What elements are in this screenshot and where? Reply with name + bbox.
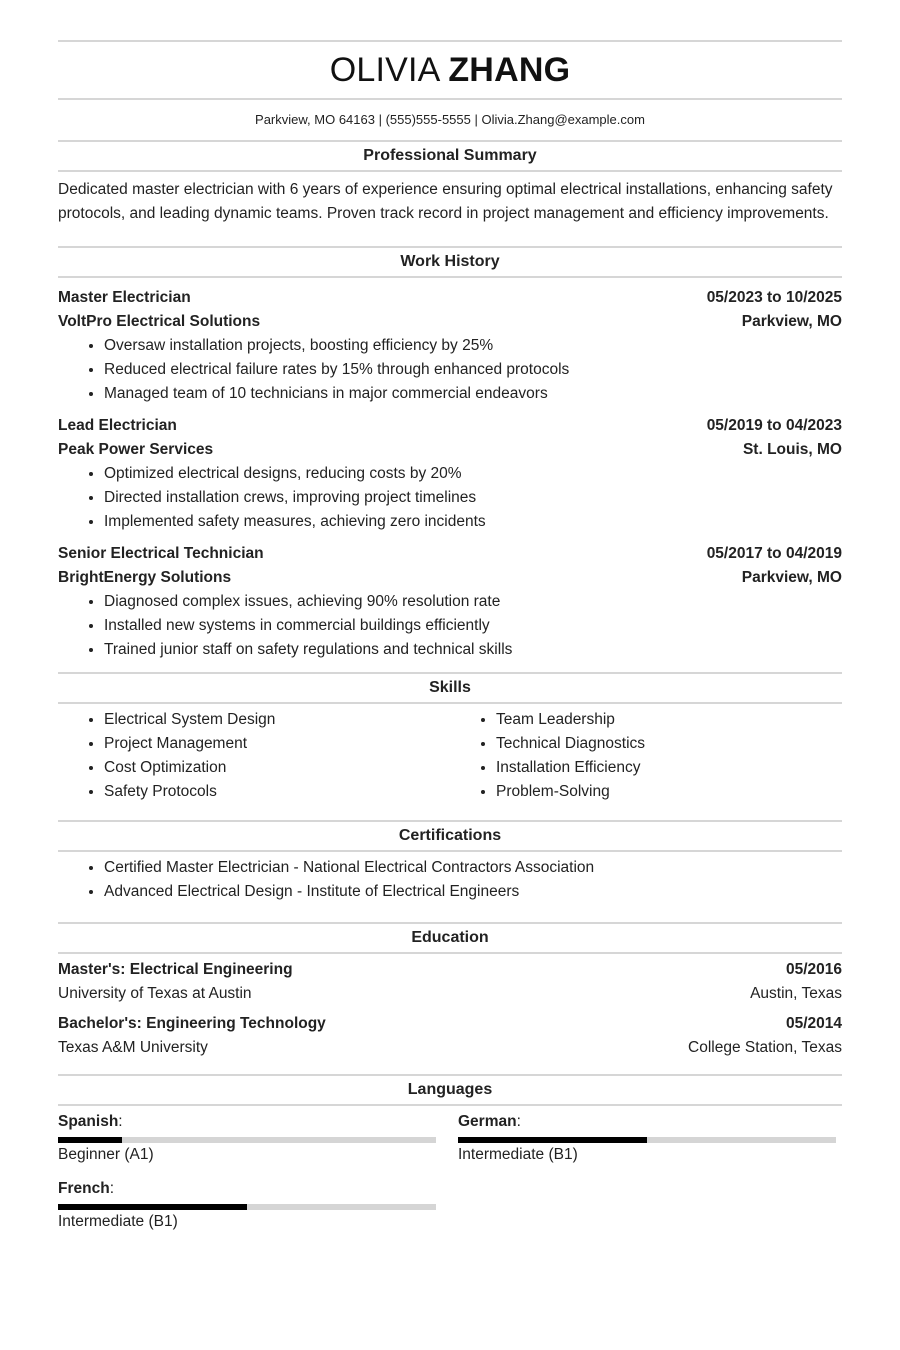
summary-text: Dedicated master electrician with 6 years of experience ensuring optimal electrical installations, enhancing safety protocols, and leading dynamic teams. Proven track record in project management and efficiency improvements. xyxy=(58,181,833,222)
divider xyxy=(58,850,842,852)
language-level: Intermediate (B1) xyxy=(58,1213,178,1230)
education-date: 05/2016 xyxy=(785,961,842,978)
education-entry xyxy=(58,958,842,1006)
degree-field: Engineering Technology xyxy=(146,1015,326,1032)
skill-item: • Team Leadership xyxy=(496,708,842,732)
education-degree: Bachelor's: Engineering Technology xyxy=(58,1015,326,1032)
job-bullet: • Implemented safety measures, achieving zero incidents xyxy=(104,510,842,534)
section-title-work-history: Work History xyxy=(400,253,500,270)
section-title-certifications: Certifications xyxy=(398,827,502,844)
job-location: Parkview, MO xyxy=(741,569,842,586)
language-level: Beginner (A1) xyxy=(58,1146,154,1163)
job-company: BrightEnergy Solutions xyxy=(58,569,232,586)
certifications-list xyxy=(58,856,842,904)
language-entry: Spanish: Beginner (A1) xyxy=(58,1110,458,1167)
education-location: Austin, Texas xyxy=(750,985,842,1002)
divider xyxy=(58,702,842,704)
skill-item: • Technical Diagnostics xyxy=(496,732,842,756)
job-entry xyxy=(58,286,842,406)
language-entry: German: Intermediate (B1) xyxy=(458,1110,842,1167)
language-name: Spanish xyxy=(58,1113,119,1130)
work-history xyxy=(58,286,842,662)
job-title: Master Electrician xyxy=(58,289,191,306)
degree-field: Electrical Engineering xyxy=(129,961,293,978)
job-bullet: • Reduced electrical failure rates by 15% through enhanced protocols xyxy=(104,358,842,382)
job-bullet: • Installed new systems in commercial buildings efficiently xyxy=(104,614,842,638)
degree-type: Bachelor's xyxy=(58,1015,137,1032)
education-list xyxy=(58,958,842,1060)
proficiency-bar xyxy=(458,1137,836,1143)
education-degree: Master's: Electrical Engineering xyxy=(58,961,293,978)
proficiency-bar xyxy=(58,1204,436,1210)
skill-item: • Cost Optimization xyxy=(104,756,450,780)
first-name: OLIVIA xyxy=(329,51,439,89)
last-name: ZHANG xyxy=(448,51,571,89)
job-company: Peak Power Services xyxy=(58,441,214,458)
section-title-education: Education xyxy=(411,929,489,946)
language-level: Intermediate (B1) xyxy=(458,1146,578,1163)
job-title: Lead Electrician xyxy=(58,417,177,434)
skill-item: • Safety Protocols xyxy=(104,780,450,804)
resume-page xyxy=(58,0,842,1244)
job-dates: 05/2019 to 04/2023 xyxy=(706,417,842,434)
job-bullet: • Optimized electrical designs, reducing costs by 20% xyxy=(104,462,842,486)
proficiency-bar xyxy=(58,1137,436,1143)
skill-item: • Installation Efficiency xyxy=(496,756,842,780)
certification-item: • Certified Master Electrician - National Electrical Contractors Association xyxy=(104,856,842,880)
skill-item: • Problem-Solving xyxy=(496,780,842,804)
job-bullet: • Oversaw installation projects, boosting efficiency by 25% xyxy=(104,334,842,358)
degree-type: Master's xyxy=(58,961,121,978)
job-entry xyxy=(58,542,842,662)
divider xyxy=(58,276,842,278)
education-location: College Station, Texas xyxy=(688,1039,842,1056)
job-bullet: • Trained junior staff on safety regulations and technical skills xyxy=(104,638,842,662)
education-entry xyxy=(58,1012,842,1060)
divider xyxy=(58,1104,842,1106)
education-school: Texas A&M University xyxy=(58,1039,208,1056)
proficiency-bar-fill xyxy=(58,1137,122,1143)
job-entry xyxy=(58,414,842,534)
section-title-summary: Professional Summary xyxy=(363,147,537,164)
job-company: VoltPro Electrical Solutions xyxy=(58,313,261,330)
language-entry: French: Intermediate (B1) xyxy=(58,1177,458,1234)
languages-list xyxy=(58,1110,842,1244)
job-dates: 05/2017 to 04/2019 xyxy=(706,545,842,562)
job-location: Parkview, MO xyxy=(741,313,842,330)
job-title: Senior Electrical Technician xyxy=(58,545,264,562)
job-bullet: • Managed team of 10 technicians in major commercial endeavors xyxy=(104,382,842,406)
proficiency-bar-fill xyxy=(458,1137,647,1143)
language-name: German xyxy=(458,1113,517,1130)
candidate-name xyxy=(58,42,842,98)
skill-item: • Project Management xyxy=(104,732,450,756)
proficiency-bar-fill xyxy=(58,1204,247,1210)
section-title-skills: Skills xyxy=(429,679,471,696)
skills-list xyxy=(58,708,842,804)
section-title-languages: Languages xyxy=(407,1081,493,1098)
divider xyxy=(58,952,842,954)
contact-line: Parkview, MO 64163 | (555)555-5555 | Olivia.Zhang@example.com xyxy=(255,112,645,127)
skill-item: • Electrical System Design xyxy=(104,708,450,732)
education-date: 05/2014 xyxy=(785,1015,842,1032)
divider xyxy=(58,170,842,172)
job-dates: 05/2023 to 10/2025 xyxy=(706,289,842,306)
certification-item: • Advanced Electrical Design - Institute of Electrical Engineers xyxy=(104,880,842,904)
education-school: University of Texas at Austin xyxy=(58,985,252,1002)
job-bullet: • Diagnosed complex issues, achieving 90% resolution rate xyxy=(104,590,842,614)
job-location: St. Louis, MO xyxy=(742,441,842,458)
language-name: French xyxy=(58,1180,110,1197)
job-bullet: • Directed installation crews, improving project timelines xyxy=(104,486,842,510)
header xyxy=(58,0,842,140)
